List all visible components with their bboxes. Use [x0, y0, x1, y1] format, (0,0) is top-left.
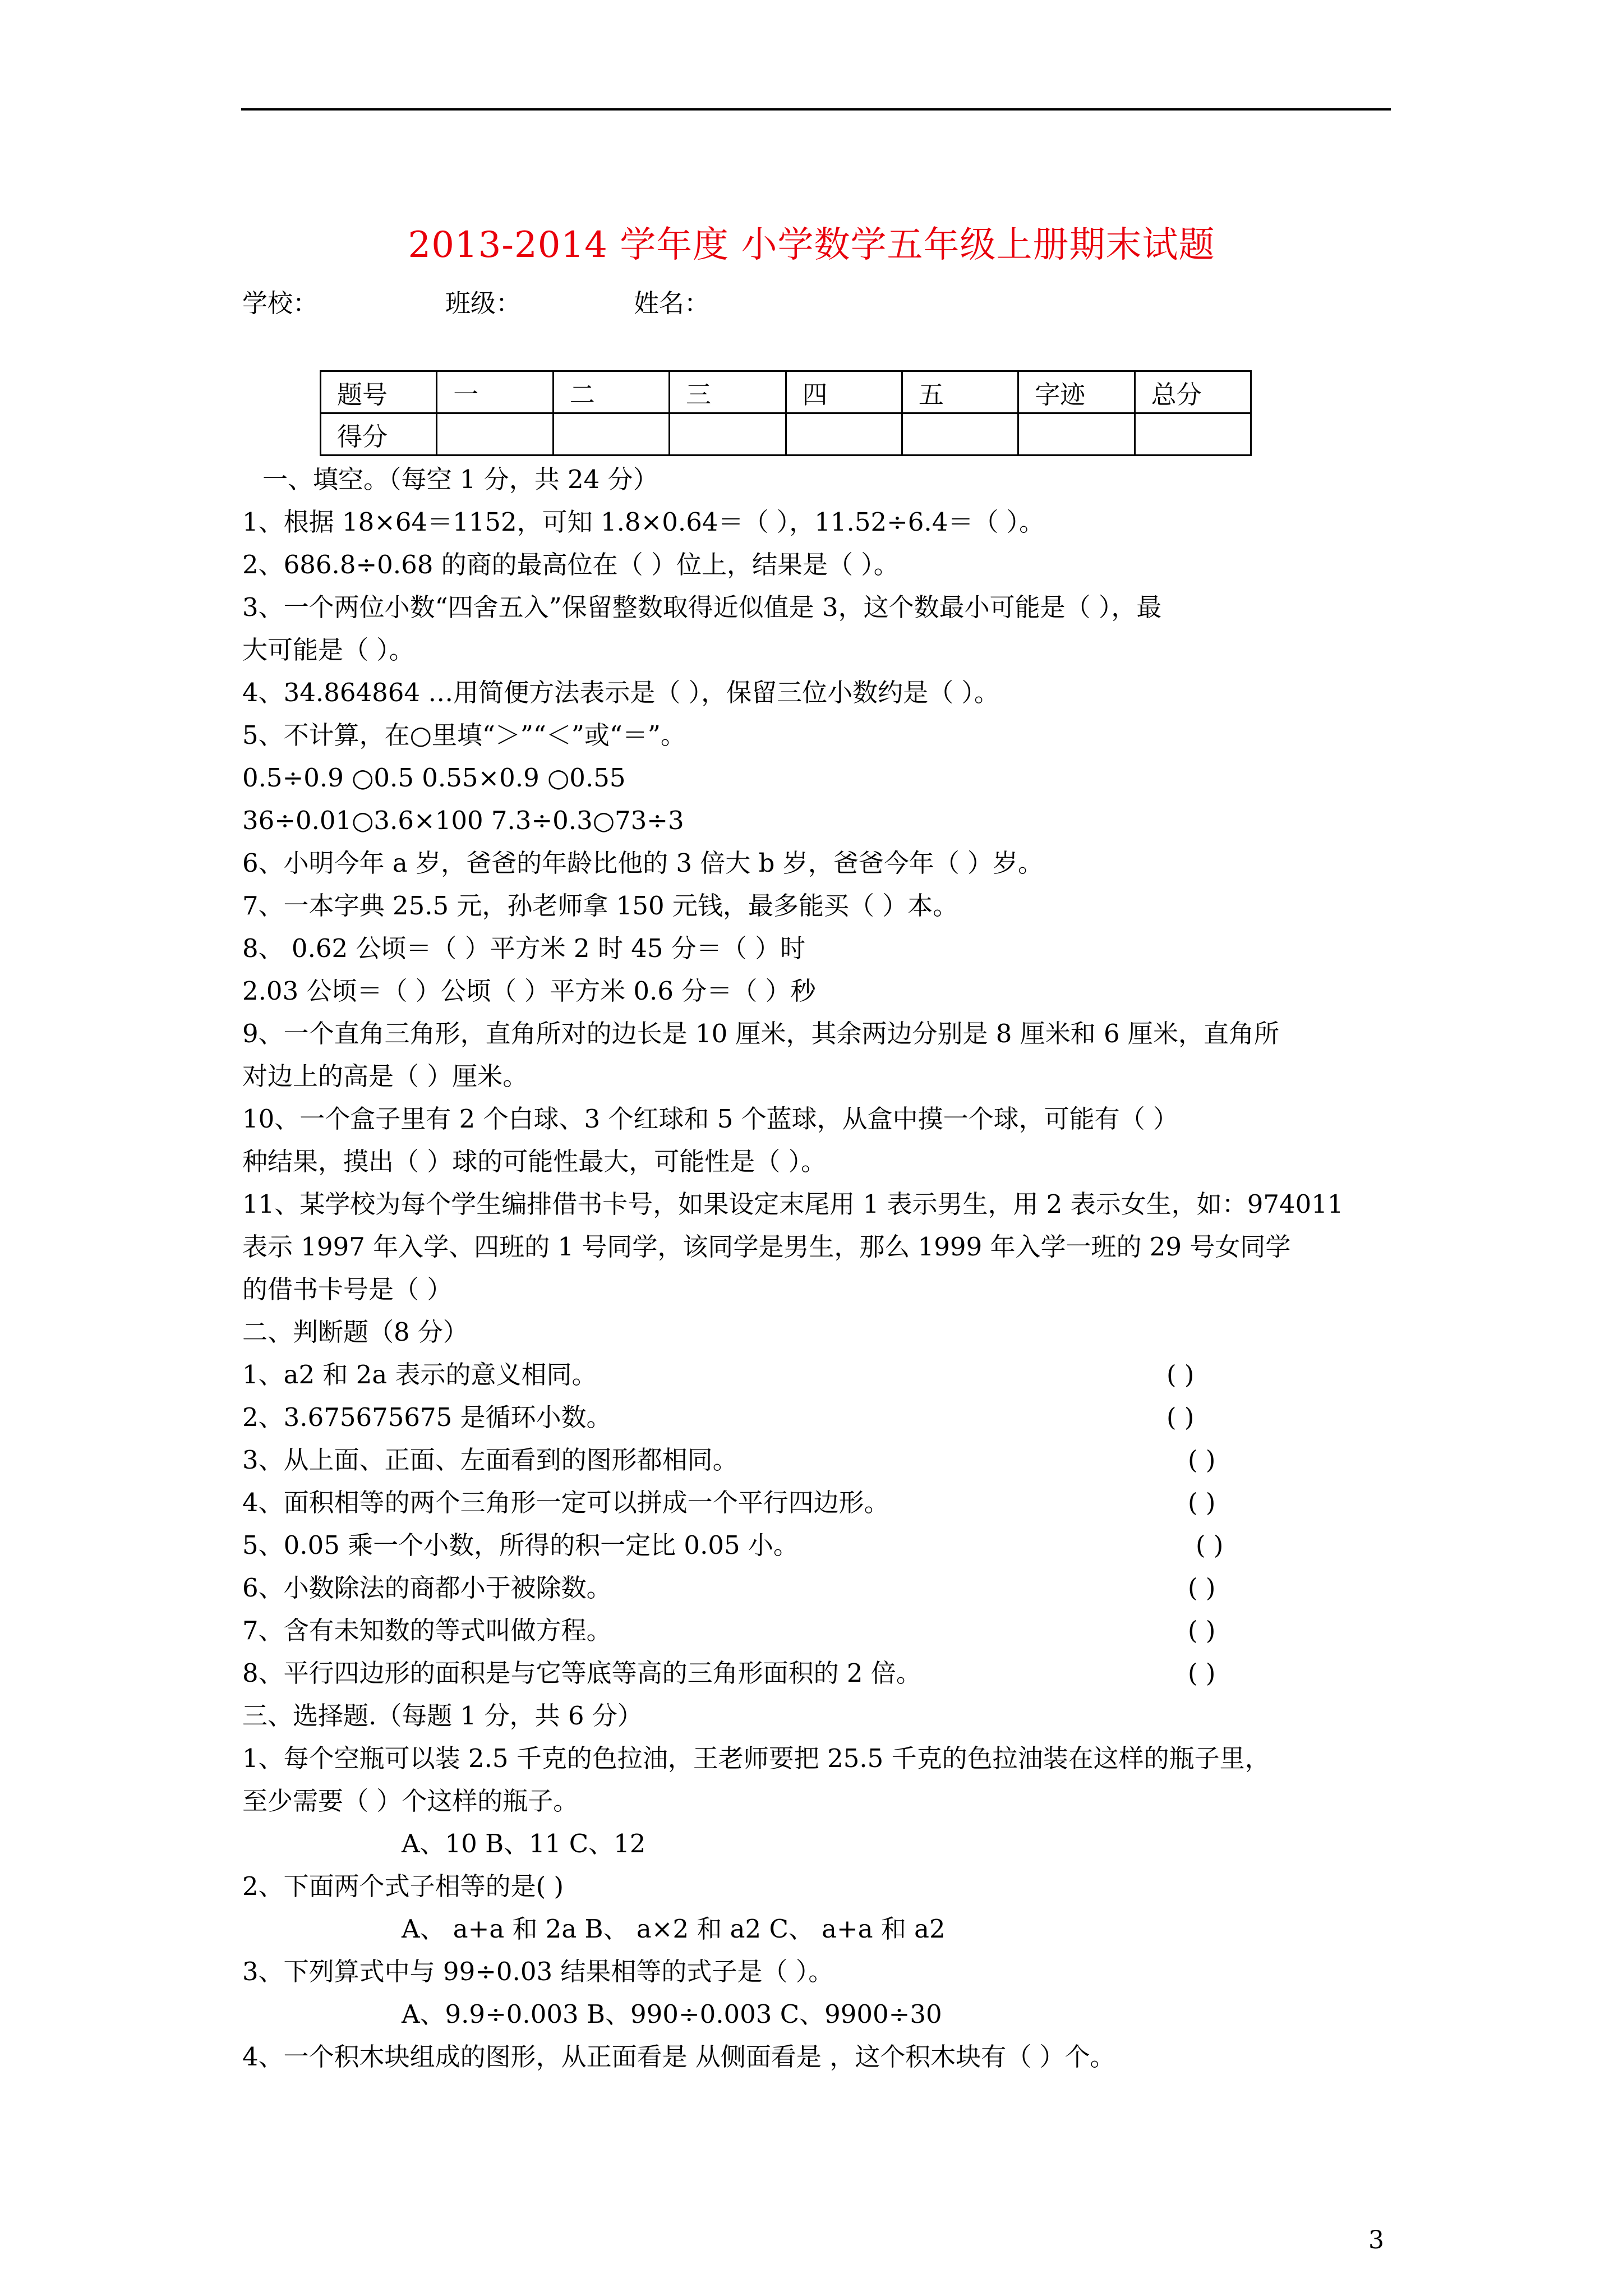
judge-answer-paren[interactable]: ( ) — [1188, 1488, 1216, 1517]
judge-item-3: 3、从上面、正面、左面看到的图形都相同。 — [242, 1445, 738, 1475]
choice-2-options: A、 a+a 和 2a B、 a×2 和 a2 C、 a+a 和 a2 — [402, 1914, 946, 1944]
section-2-heading: 二、判断题（8 分） — [242, 1317, 468, 1347]
question-1-4: 4、34.864864 …用简便方法表示是（ ），保留三位小数约是（ ）。 — [242, 678, 999, 707]
section-3-heading: 三、选择题.（每题 1 分，共 6 分） — [242, 1701, 643, 1731]
question-1-1: 1、根据 18×64＝1152，可知 1.8×0.64＝（ ），11.52÷6.4＝（ ）。 — [242, 507, 1045, 537]
header-cell: 四 — [786, 371, 902, 413]
choice-question-2: 2、下面两个式子相等的是( ) — [242, 1871, 564, 1901]
question-1-8: 8、 0.62 公顷＝（ ）平方米 2 时 45 分＝（ ）时 — [242, 933, 806, 963]
choice-question-1: 1、每个空瓶可以装 2.5 千克的色拉油，王老师要把 25.5 千克的色拉油装在这样的瓶子里， — [242, 1743, 1270, 1773]
score-table-score-row — [321, 413, 1251, 455]
score-cell[interactable] — [786, 413, 902, 455]
section-1-heading: 一、填空。（每空 1 分，共 24 分） — [262, 464, 658, 494]
header-cell: 字迹 — [1018, 371, 1135, 413]
class-label: 班级： — [445, 288, 522, 318]
choice-3-options: A、9.9÷0.003 B、990÷0.003 C、9900÷30 — [402, 1999, 942, 2029]
judge-item-7: 7、含有未知数的等式叫做方程。 — [242, 1616, 612, 1645]
judge-answer-paren[interactable]: ( ) — [1188, 1616, 1216, 1645]
score-table-header-row — [321, 371, 1251, 413]
question-1-5-row-2: 36÷0.01○3.6×100 7.3÷0.3○73÷3 — [242, 806, 684, 835]
header-cell: 题号 — [321, 371, 437, 413]
question-1-5-row-1: 0.5÷0.9 ○0.5 0.55×0.9 ○0.55 — [242, 763, 626, 793]
question-1-10-cont: 种结果，摸出（ ）球的可能性最大，可能性是（ ）。 — [242, 1147, 827, 1176]
question-1-3-cont: 大可能是（ ）。 — [242, 635, 414, 665]
score-cell[interactable] — [553, 413, 669, 455]
question-1-8-row-2: 2.03 公顷＝（ ）公顷（ ）平方米 0.6 分＝（ ）秒 — [242, 976, 816, 1006]
judge-answer-paren[interactable]: ( ) — [1188, 1573, 1216, 1603]
judge-answer-paren[interactable]: ( ) — [1188, 1658, 1216, 1688]
page-title: 2013-2014 学年度 小学数学五年级上册期末试题 — [408, 224, 1215, 266]
judge-item-6: 6、小数除法的商都小于被除数。 — [242, 1573, 612, 1603]
judge-answer-paren[interactable]: ( ) — [1166, 1402, 1195, 1432]
score-cell[interactable] — [1018, 413, 1135, 455]
header-cell: 二 — [553, 371, 669, 413]
school-label: 学校： — [242, 288, 319, 318]
choice-1-options: A、10 B、11 C、12 — [402, 1829, 646, 1858]
question-1-2: 2、686.8÷0.68 的商的最高位在（ ）位上，结果是（ ）。 — [242, 550, 899, 579]
judge-answer-paren[interactable]: ( ) — [1196, 1530, 1224, 1560]
score-label-cell: 得分 — [321, 413, 437, 455]
header-cell: 总分 — [1135, 371, 1251, 413]
header-cell: 五 — [902, 371, 1018, 413]
judge-answer-paren[interactable]: ( ) — [1166, 1360, 1195, 1389]
header-cell: 三 — [670, 371, 786, 413]
judge-item-8: 8、平行四边形的面积是与它等底等高的三角形面积的 2 倍。 — [242, 1658, 921, 1688]
choice-question-4: 4、一个积木块组成的图形，从正面看是 从侧面看是 ，这个积木块有（ ）个。 — [242, 2042, 1115, 2072]
score-cell[interactable] — [1135, 413, 1251, 455]
judge-item-2: 2、3.675675675 是循环小数。 — [242, 1402, 612, 1432]
question-1-7: 7、一本字典 25.5 元，孙老师拿 150 元钱，最多能买（ ）本。 — [242, 891, 958, 921]
judge-item-4: 4、面积相等的两个三角形一定可以拼成一个平行四边形。 — [242, 1488, 889, 1517]
choice-question-3: 3、下列算式中与 99÷0.03 结果相等的式子是（ ）。 — [242, 1957, 834, 1986]
question-1-3: 3、一个两位小数“四舍五入”保留整数取得近似值是 3，这个数最小可能是（ ），最 — [242, 592, 1162, 622]
question-1-9-cont: 对边上的高是（ ）厘米。 — [242, 1061, 528, 1091]
question-1-6: 6、小明今年 a 岁，爸爸的年龄比他的 3 倍大 b 岁，爸爸今年（ ）岁。 — [242, 848, 1044, 878]
header-cell: 一 — [437, 371, 553, 413]
judge-answer-paren[interactable]: ( ) — [1188, 1445, 1216, 1475]
judge-item-5: 5、0.05 乘一个小数，所得的积一定比 0.05 小。 — [242, 1530, 799, 1560]
question-1-10: 10、一个盒子里有 2 个白球、3 个红球和 5 个蓝球，从盒中摸一个球，可能有（ ） — [242, 1104, 1178, 1134]
question-1-5: 5、不计算，在○里填“＞”“＜”或“＝”。 — [242, 720, 686, 750]
score-cell[interactable] — [670, 413, 786, 455]
name-label: 姓名： — [634, 288, 710, 318]
question-1-9: 9、一个直角三角形，直角所对的边长是 10 厘米，其余两边分别是 8 厘米和 6 厘米，直角所 — [242, 1019, 1279, 1048]
choice-question-1-cont: 至少需要（ ）个这样的瓶子。 — [242, 1786, 579, 1816]
question-1-11: 11、某学校为每个学生编排借书卡号，如果设定末尾用 1 表示男生，用 2 表示女生，如：974011 — [242, 1189, 1344, 1219]
question-1-11-cont: 表示 1997 年入学、四班的 1 号同学，该同学是男生，那么 1999 年入学一班的 29 号女同学 — [242, 1232, 1291, 1262]
question-1-11-cont-2: 的借书卡号是（ ） — [242, 1274, 453, 1304]
header-rule — [241, 108, 1391, 111]
score-cell[interactable] — [902, 413, 1018, 455]
score-cell[interactable] — [437, 413, 553, 455]
score-table — [320, 370, 1252, 456]
judge-item-1: 1、a2 和 2a 表示的意义相同。 — [242, 1360, 597, 1389]
page-number: 3 — [1368, 2226, 1384, 2254]
